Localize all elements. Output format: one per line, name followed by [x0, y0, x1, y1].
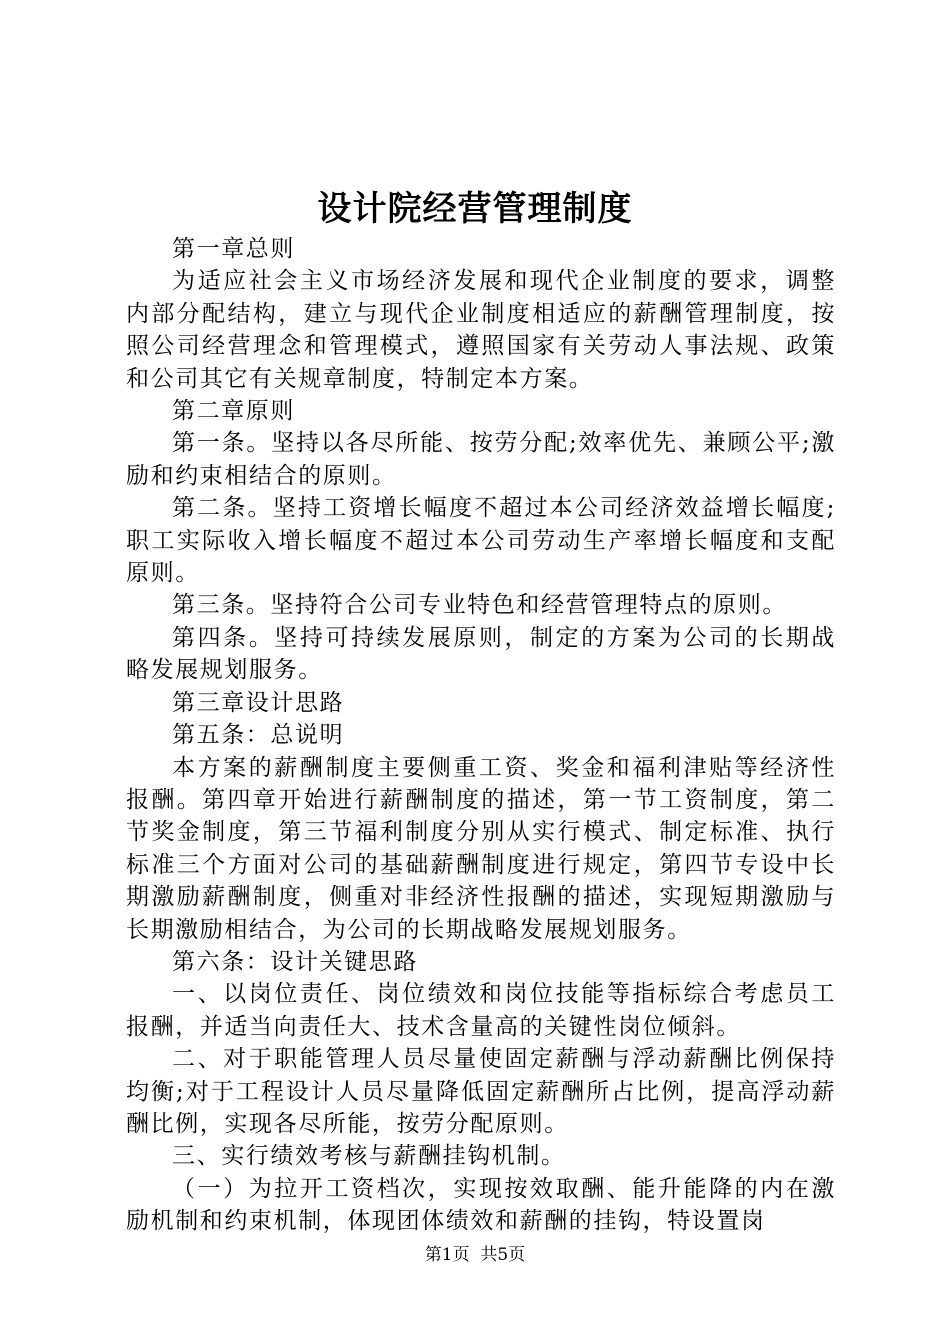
list-paragraph: 三、实行绩效考核与薪酬挂钩机制。 [172, 1143, 566, 1170]
list-paragraph: 一、以岗位责任、岗位绩效和岗位技能等指标综合考虑员工报酬，并适当向责任大、技术含量高的关键性岗位倾斜。 [126, 981, 836, 1040]
article-heading: 第五条：总说明 [172, 722, 345, 749]
article-paragraph: 第二条。坚持工资增长幅度不超过本公司经济效益增长幅度;职工实际收入增长幅度不超过本公司劳动生产率增长幅度和支配原则。 [126, 495, 836, 587]
article-paragraph: 第一条。坚持以各尽所能、按劳分配;效率优先、兼顾公平;激励和约束相结合的原则。 [126, 430, 836, 489]
article-heading: 第六条：设计关键思路 [172, 948, 418, 975]
chapter-heading: 第一章总则 [172, 236, 295, 262]
page-number-footer: 第1页 共5页 [424, 1245, 526, 1265]
article-paragraph: 第三条。坚持符合公司专业特色和经营管理特点的原则。 [172, 592, 787, 619]
list-paragraph: 二、对于职能管理人员尽量使固定薪酬与浮动薪酬比例保持均衡;对于工程设计人员尽量降低固定薪酬所占比例，提高浮动薪酬比例，实现各尽所能，按劳分配原则。 [126, 1046, 836, 1137]
document-title: 设计院经营管理制度 [317, 189, 633, 229]
list-paragraph: （一）为拉开工资档次，实现按效取酬、能升能降的内在激励机制和约束机制，体现团体绩效和薪酬的挂钩，特设置岗 [126, 1175, 836, 1235]
body-paragraph: 本方案的薪酬制度主要侧重工资、奖金和福利津贴等经济性报酬。第四章开始进行薪酬制度的描述，第一节工资制度，第二节奖金制度，第三节福利制度分别从实行模式、制定标准、执行标准三个方面对公司的基础薪酬制度进行规定，第四节专设中长期激励薪酬制度，侧重对非经济性报酬的描述，实现短期激励与长期激励相结合，为公司的长期战略发展规划服务。 [126, 754, 836, 943]
article-paragraph: 第四条。坚持可持续发展原则，制定的方案为公司的长期战略发展规划服务。 [126, 624, 836, 684]
chapter-heading: 第三章设计思路 [172, 689, 345, 716]
body-paragraph: 为适应社会主义市场经济发展和现代企业制度的要求，调整内部分配结构，建立与现代企业制度相适应的薪酬管理制度，按照公司经营理念和管理模式，遵照国家有关劳动人事法规、政策和公司其它有关规章制度，特制定本方案。 [126, 268, 836, 392]
document-body [126, 233, 836, 1238]
chapter-heading: 第二章原则 [172, 398, 295, 425]
